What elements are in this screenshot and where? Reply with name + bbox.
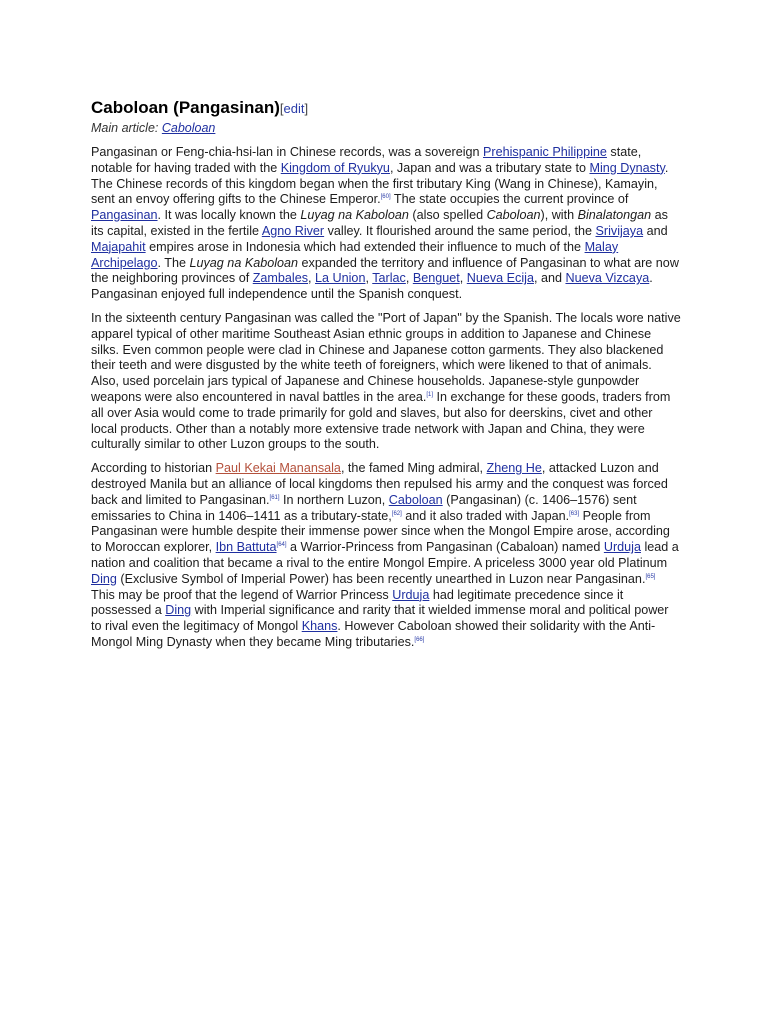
- paragraph-2: In the sixteenth century Pangasinan was called the "Port of Japan" by the Spanish. The locals wore native apparel typical of other maritime Southeast Asian ethnic groups in addition to Japanese and Chinese silks. Even common people were clad in Chinese and Japanese cotton garments. They also blackened their teeth and were disgusted by the white teeth of foreigners, which were likened to that of animals. Also, used porcelain jars typical of Japanese and Chinese households. Japanese-style gunpowder weapons were also encountered in naval battles in the area.[1] In exchange for these goods, traders from all over Asia would come to trade primarily for gold and slaves, but also for deerskins, civet and other local products. Other than a notably more extensive trade network with Japan and China, they were culturally similar to other Luzon groups to the south.: [91, 310, 681, 452]
- ref-65[interactable]: [65]: [645, 573, 656, 580]
- link-urduja-2[interactable]: Urduja: [392, 587, 430, 602]
- link-malay-archipelago[interactable]: Malay Archipelago: [91, 239, 619, 270]
- ref-62[interactable]: [62]: [391, 510, 402, 517]
- link-la-union[interactable]: La Union: [315, 271, 366, 286]
- link-srivijaya[interactable]: Srivijaya: [595, 223, 644, 238]
- link-majapahit[interactable]: Majapahit: [91, 239, 146, 254]
- ref-63[interactable]: [63]: [569, 510, 580, 517]
- ref-64[interactable]: [64]: [276, 542, 287, 549]
- ref-60[interactable]: [60]: [380, 194, 391, 201]
- link-caboloan[interactable]: Caboloan: [388, 492, 443, 507]
- ref-61[interactable]: [61]: [269, 494, 280, 501]
- link-ding[interactable]: Ding: [91, 571, 117, 586]
- link-ibn-battuta[interactable]: Ibn Battuta: [215, 540, 277, 555]
- link-nueva-vizcaya[interactable]: Nueva Vizcaya: [565, 271, 650, 286]
- ref-66[interactable]: [66]: [414, 636, 425, 643]
- article-section: [91, 97, 681, 659]
- link-zambales[interactable]: Zambales: [252, 271, 309, 286]
- link-ding-2[interactable]: Ding: [165, 603, 192, 618]
- main-article-note: Main article: Caboloan: [91, 121, 216, 135]
- link-tarlac[interactable]: Tarlac: [372, 271, 406, 286]
- link-urduja[interactable]: Urduja: [603, 540, 641, 555]
- section-heading: [91, 97, 681, 120]
- paragraph-1: Pangasinan or Feng-chia-hsi-lan in Chinese records, was a sovereign Prehispanic Philippine state, notable for having traded with the Kingdom of Ryukyu, Japan and was a tributary state to Ming Dynasty. The Chinese records of this kingdom began when the first tributary King (Wang in Chinese), Kamayin, sent an envoy offering gifts to the Chinese Emperor.[60] The state occupies the current province of Pangasinan. It was locally known the Luyag na Kaboloan (also spelled Caboloan), with Binalatongan as its capital, existed in the fertile Agno River valley. It flourished around the same period, the Srivijaya and Majapahit empires arose in Indonesia which had extended their influence to much of the Malay Archipelago. The Luyag na Kaboloan expanded the territory and influence of Pangasinan to what are now the neighboring provinces of Zambales, La Union, Tarlac, Benguet, Nueva Ecija, and Nueva Vizcaya. Pangasinan enjoyed full independence until the Spanish conquest.: [91, 145, 679, 302]
- link-benguet[interactable]: Benguet: [412, 271, 460, 286]
- link-prehispanic-philippine[interactable]: Prehispanic Philippine: [483, 145, 607, 159]
- link-zheng-he[interactable]: Zheng He: [486, 461, 542, 476]
- paragraph-3: According to historian Paul Kekai Manansala, the famed Ming admiral, Zheng He, attacked Luzon and destroyed Manila but an alliance of local kingdoms then repulsed his army and the conquest was forced back and limited to Pangasinan.[61] In northern Luzon, Caboloan (Pangasinan) (c. 1406–1576) sent emissaries to China in 1406–1411 as a tributary-state,[62] and it also traded with Japan.[63] People from Pangasinan were humble despite their immense power since when the Mongol Empire arose, according to Moroccan explorer, Ibn Battuta[64] a Warrior-Princess from Pangasinan (Cabaloan) named Urduja lead a nation and coalition that became a rival to the entire Mongol Empire. A priceless 3000 year old Platinum Ding (Exclusive Symbol of Imperial Power) has been recently unearthed in Luzon near Pangasinan.[65] This may be proof that the legend of Warrior Princess Urduja had legitimate precedence since it possessed a Ding with Imperial significance and rarity that it wielded immense moral and political power to rival even the legitimacy of Mongol Khans. However Caboloan showed their solidarity with the Anti-Mongol Ming Dynasty when they became Ming tributaries.[66]: [91, 461, 679, 649]
- link-ming-dynasty[interactable]: Ming Dynasty: [589, 160, 665, 175]
- edit-link[interactable]: edit: [283, 101, 305, 116]
- section-title: Caboloan (Pangasinan): [91, 98, 280, 117]
- link-agno-river[interactable]: Agno River: [261, 223, 325, 238]
- main-article-link[interactable]: Caboloan: [161, 121, 216, 135]
- ref-1[interactable]: [1]: [426, 391, 434, 398]
- link-pangasinan[interactable]: Pangasinan: [91, 208, 158, 223]
- edit-section: [edit]: [279, 101, 309, 116]
- link-kingdom-of-ryukyu[interactable]: Kingdom of Ryukyu: [280, 160, 390, 175]
- link-paul-kekai-manansala[interactable]: Paul Kekai Manansala: [215, 461, 341, 476]
- link-nueva-ecija[interactable]: Nueva Ecija: [466, 271, 534, 286]
- link-khans[interactable]: Khans: [301, 619, 338, 634]
